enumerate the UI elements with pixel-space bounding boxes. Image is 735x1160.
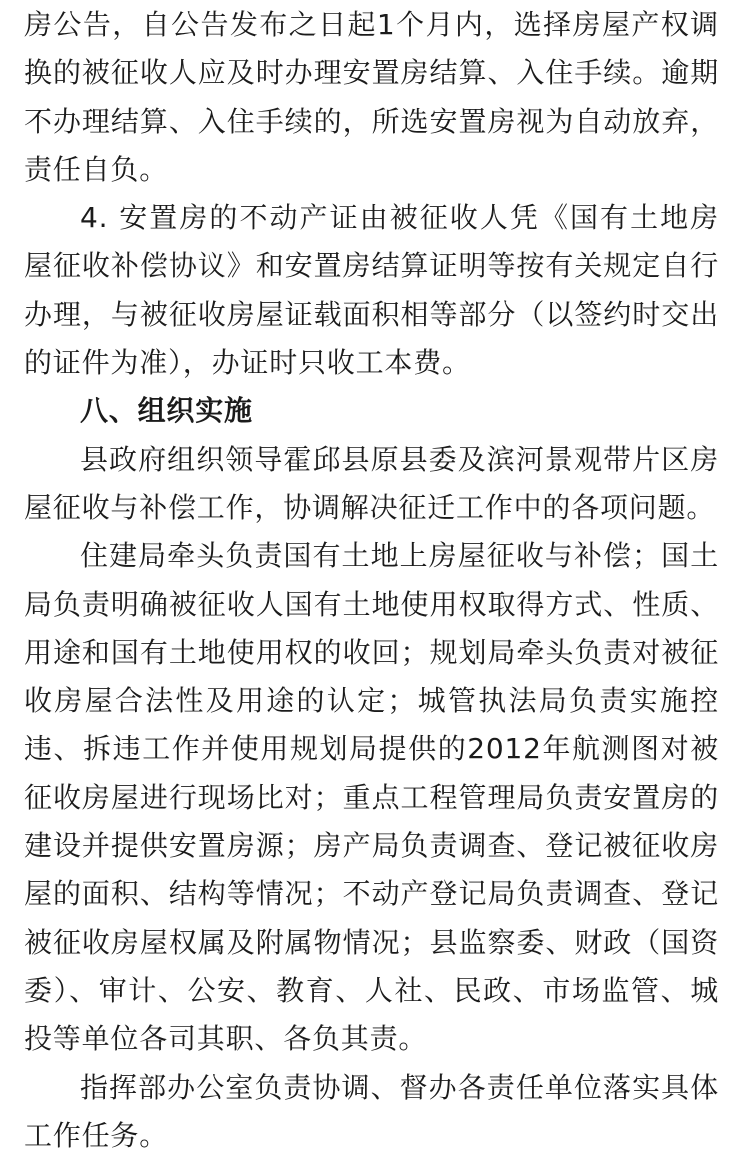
- paragraph-property-certificate: 4. 安置房的不动产证由被征收人凭《国有土地房屋征收补偿协议》和安置房结算证明等按有关规定自行办理，与被征收房屋证载面积相等部分（以签约时交出的证件为准），办证时只收工本费。: [24, 201, 719, 380]
- paragraph-department-responsibilities: 住建局牵头负责国有土地上房屋征收与补偿；国土局负责明确被征收人国有土地使用权取得方式、性质、用途和国有土地使用权的收回；规划局牵头负责对被征收房屋合法性及用途的认定；城管执法局负责实施控违、拆违工作并使用规划局提供的2012年航测图对被征收房屋进行现场比对；重点工程管理局负责安置房的建设并提供安置房源；房产局负责调查、登记被征收房屋的面积、结构等情况；不动产登记局负责调查、登记被征收房屋权属及附属物情况；县监察委、财政（国资委）、审计、公安、教育、人社、民政、市场监管、城投等单位各司其职、各负其责。: [24, 539, 719, 1056]
- paragraph-command-office: 指挥部办公室负责协调、督办各责任单位落实具体工作任务。: [24, 1070, 719, 1152]
- section-heading-organization: 八、组织实施: [80, 394, 253, 428]
- paragraph-county-government: 县政府组织领导霍邱县原县委及滨河景观带片区房屋征收与补偿工作，协调解决征迁工作中的各项问题。: [24, 442, 719, 524]
- paragraph-announcement-deadline: 房公告，自公告发布之日起1个月内，选择房屋产权调换的被征收人应及时办理安置房结算、入住手续。逾期不办理结算、入住手续的，所选安置房视为自动放弃，责任自负。: [24, 8, 719, 186]
